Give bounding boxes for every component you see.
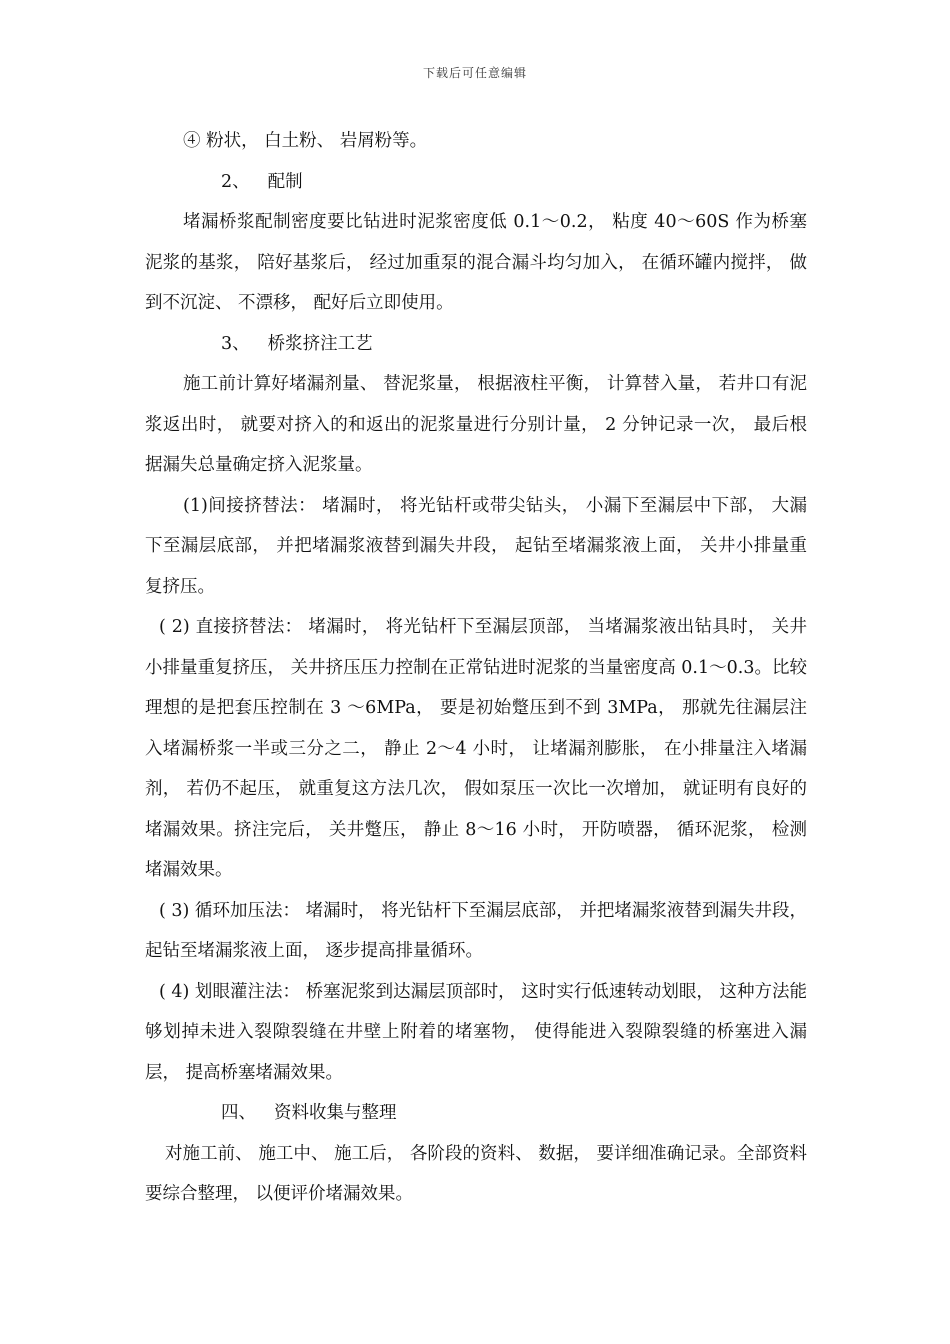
paragraph-data-collection: 对施工前、 施工中、 施工后， 各阶段的资料、 数据， 要详细准确记录。全部资料要综合整理， 以便评价堵漏效果。 [145,1143,807,1204]
paragraph-reaming-grouting: ( 4) 划眼灌注法： 桥塞泥浆到达漏层顶部时， 这时实行低速转动划眼， 这种方法能够划掉未进入裂隙裂缝在井壁上附着的堵塞物， 使得能进入裂隙裂缝的桥塞进入漏层， 提高桥塞堵漏效果。 [145,981,807,1083]
paragraph-circulating-pressure: ( 3) 循环加压法： 堵漏时， 将光钻杆下至漏层底部， 并把堵漏浆液替到漏失井段， 起钻至堵漏浆液上面， 逐步提高排量循环。 [145,900,807,961]
paragraph-indirect-squeeze: (1)间接挤替法： 堵漏时， 将光钻杆或带尖钻头， 小漏下至漏层中下部， 大漏下至漏层底部， 并把堵漏浆液替到漏失井段， 起钻至堵漏浆液上面， 关井小排量重复挤压。 [145,495,807,597]
section-heading-squeeze-process [145,324,807,365]
section-number: 四、 [221,1103,256,1123]
section-heading-data-collection [145,1093,807,1134]
paragraph-direct-squeeze: ( 2) 直接挤替法： 堵漏时， 将光钻杆下至漏层顶部， 当堵漏浆液出钻具时， 关井小排量重复挤压， 关井挤压压力控制在正常钻进时泥浆的当量密度高 0.1～0.3。比较理想的是把套压控制在 3 ～6MPa， 要是初始蹩压到不到 3MPa， 那就先往漏层注入堵漏桥浆一半或三分之二， 静止 2～4 小时， 让堵漏剂膨胀， 在小排量注入堵漏剂， 若仍不起压， 就重复这方法几次， 假如泵压一次比一次增加， 就证明有良好的堵漏效果。挤注完后， 关井蹩压， 静止 8～16 小时， 开防喷器， 循环泥浆， 检测堵漏效果。 [145,617,807,880]
document-body [145,121,807,1215]
paragraph-pre-construction: 施工前计算好堵漏剂量、 替泥浆量， 根据液柱平衡， 计算替入量， 若井口有泥浆返出时， 就要对挤入的和返出的泥浆量进行分别计量， 2 分钟记录一次， 最后根据漏失总量确定挤入泥浆量。 [145,374,807,475]
paragraph-powder-types: ④ 粉状， 白土粉、 岩屑粉等。 [183,131,428,151]
section-heading-preparation [145,162,807,203]
section-title: 配制 [267,171,303,192]
page-header: 下载后可任意编辑 [422,66,527,80]
section-number: 3、 [221,333,250,354]
section-title: 桥浆挤注工艺 [267,333,373,354]
paragraph-preparation: 堵漏桥浆配制密度要比钻进时泥浆密度低 0.1～0.2， 粘度 40～60S 作为桥塞泥浆的基浆， 陪好基浆后， 经过加重泵的混合漏斗均匀加入， 在循环罐内搅拌， 做到不沉淀、 不漂移， 配好后立即使用。 [145,212,807,313]
section-number: 2、 [221,171,250,192]
section-title: 资料收集与整理 [274,1103,397,1123]
